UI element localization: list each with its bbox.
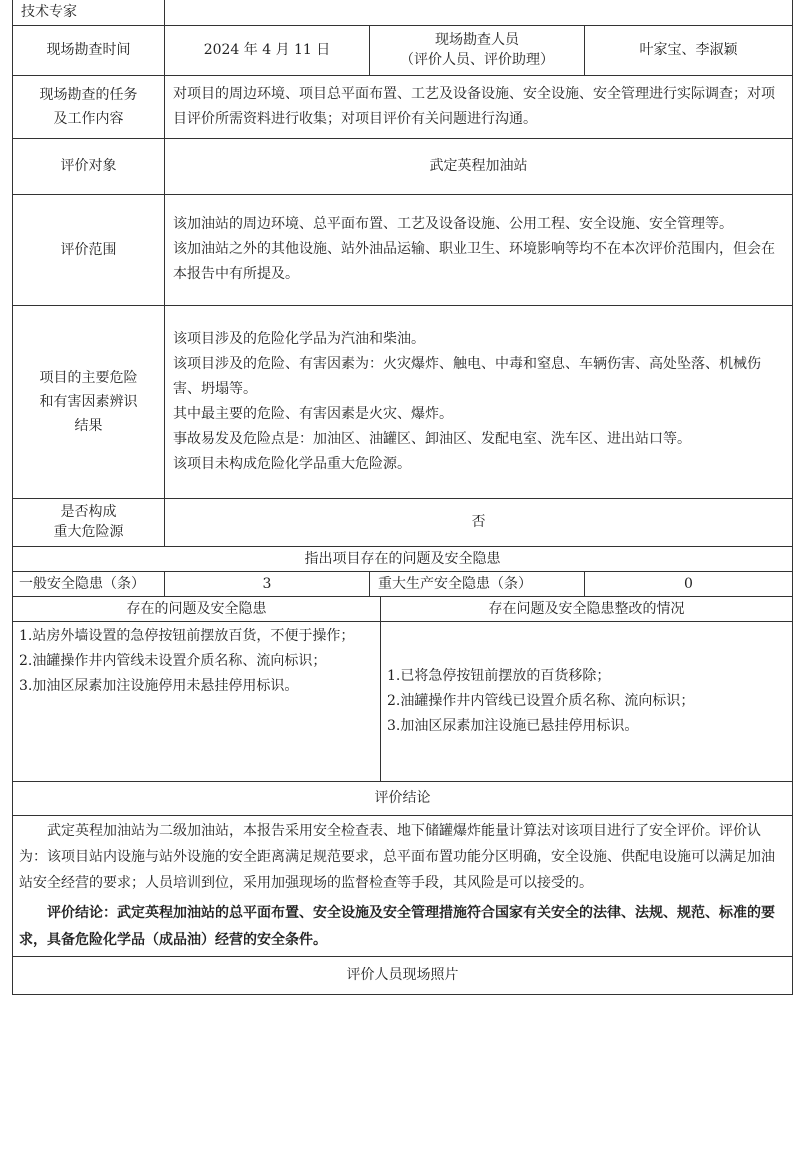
hazards-line: 该项目涉及的危险、有害因素为：火灾爆炸、触电、中毒和窒息、车辆伤害、高处坠落、机械伤害、坍塌等。 — [173, 355, 761, 397]
major-hazard-label: 重大生产安全隐患（条） — [370, 571, 585, 596]
general-hazard-label: 一般安全隐患（条） — [13, 571, 165, 596]
conclusion-header: 评价结论 — [13, 781, 793, 815]
evaluation-form — [12, 0, 792, 995]
conclusion-body — [13, 815, 793, 956]
hazards-line: 其中最主要的危险、有害因素是火灾、爆炸。 — [173, 405, 453, 422]
row-object — [13, 138, 793, 194]
issue-item: 3.加油区尿素加注设施停用未悬挂停用标识。 — [19, 677, 299, 694]
major-hazard-count: 0 — [585, 571, 793, 596]
major-source-value: 否 — [165, 498, 793, 546]
row-hazards — [13, 305, 793, 498]
row-scope — [13, 194, 793, 305]
row-task — [13, 75, 793, 138]
hazards-line: 该项目未构成危险化学品重大危险源。 — [173, 455, 411, 472]
rectification-item: 3.加油区尿素加注设施已悬挂停用标识。 — [387, 717, 639, 734]
general-hazard-count: 3 — [165, 571, 370, 596]
hazards-line: 事故易发及危险点是：加油区、油罐区、卸油区、发配电室、洗车区、进出站口等。 — [173, 430, 691, 447]
rectification-item: 1.已将急停按钮前摆放的百货移除； — [387, 667, 611, 684]
major-source-label — [13, 498, 165, 546]
survey-staff-label-line-2: （评价人员、评价助理） — [400, 52, 554, 68]
survey-staff-label — [370, 25, 585, 75]
row-issues-header — [13, 546, 793, 571]
scope-line: 该加油站之外的其他设施、站外油品运输、职业卫生、环境影响等均不在本次评价范围内，但会在本报告中有所提及。 — [173, 241, 775, 282]
task-label-line-2: 及工作内容 — [53, 110, 124, 127]
survey-staff-value: 叶家宝、李淑颖 — [585, 25, 793, 75]
scope-value — [165, 194, 793, 305]
row-counts — [13, 571, 793, 596]
hazards-value — [165, 305, 793, 498]
issues-header: 指出项目存在的问题及安全隐患 — [13, 546, 793, 571]
tech-expert-value — [165, 0, 793, 25]
issue-item: 2.油罐操作井内管线未设置介质名称、流向标识； — [19, 652, 327, 669]
row-issue-headers — [13, 596, 793, 621]
task-label — [13, 75, 165, 138]
row-issue-lists — [13, 621, 793, 781]
scope-line: 该加油站的周边环境、总平面布置、工艺及设备设施、公用工程、安全设施、安全管理等。 — [173, 216, 733, 232]
issues-list — [13, 621, 381, 781]
row-survey — [13, 25, 793, 75]
survey-time-label: 现场勘查时间 — [13, 25, 165, 75]
task-value: 对项目的周边环境、项目总平面布置、工艺及设备设施、安全设施、安全管理进行实际调查；对项目评价所需资料进行收集；对项目评价有关问题进行沟通。 — [165, 75, 793, 138]
task-label-line-1: 现场勘查的任务 — [39, 86, 138, 103]
major-source-label-line-2: 重大危险源 — [53, 524, 124, 540]
object-value: 武定英程加油站 — [165, 138, 793, 194]
hazards-line: 该项目涉及的危险化学品为汽油和柴油。 — [173, 330, 425, 347]
row-photos — [13, 956, 793, 994]
rectification-list — [381, 621, 793, 781]
conclusion-paragraph: 武定英程加油站为二级加油站，本报告采用安全检查表、地下储罐爆炸能量计算法对该项目进行了安全评价。评价认为：该项目站内设施与站外设施的安全距离满足规范要求，总平面布置功能分区明确，安全设施、供配电设施可以满足加油站安全经营的要求；人员培训到位，采用加强现场的监督检查等手段，其风险是可以接受的。 — [19, 822, 775, 891]
hazards-label-line: 结果 — [74, 417, 103, 434]
survey-staff-label-line-1: 现场勘查人员 — [435, 32, 519, 48]
issues-right-header: 存在问题及安全隐患整改的情况 — [381, 596, 793, 621]
row-tech-expert — [13, 0, 793, 25]
photos-header: 评价人员现场照片 — [13, 956, 793, 994]
conclusion-bold: 评价结论：武定英程加油站的总平面布置、安全设施及安全管理措施符合国家有关安全的法律、法规、规范、标准的要求，具备危险化学品（成品油）经营的安全条件。 — [19, 904, 775, 948]
evaluation-table — [12, 0, 793, 995]
rectification-item: 2.油罐操作井内管线已设置介质名称、流向标识； — [387, 692, 695, 709]
row-conclusion-header — [13, 781, 793, 815]
hazards-label — [13, 305, 165, 498]
object-label: 评价对象 — [13, 138, 165, 194]
issues-left-header: 存在的问题及安全隐患 — [13, 596, 381, 621]
hazards-label-line: 和有害因素辨识 — [39, 393, 138, 410]
row-conclusion — [13, 815, 793, 956]
major-source-label-line-1: 是否构成 — [60, 504, 117, 520]
row-major-source — [13, 498, 793, 546]
tech-expert-label: 技术专家 — [13, 0, 165, 25]
survey-time-value: 2024 年 4 月 11 日 — [165, 25, 370, 75]
scope-label: 评价范围 — [13, 194, 165, 305]
hazards-label-line: 项目的主要危险 — [39, 369, 138, 386]
issue-item: 1.站房外墙设置的急停按钮前摆放百货，不便于操作； — [19, 627, 355, 644]
